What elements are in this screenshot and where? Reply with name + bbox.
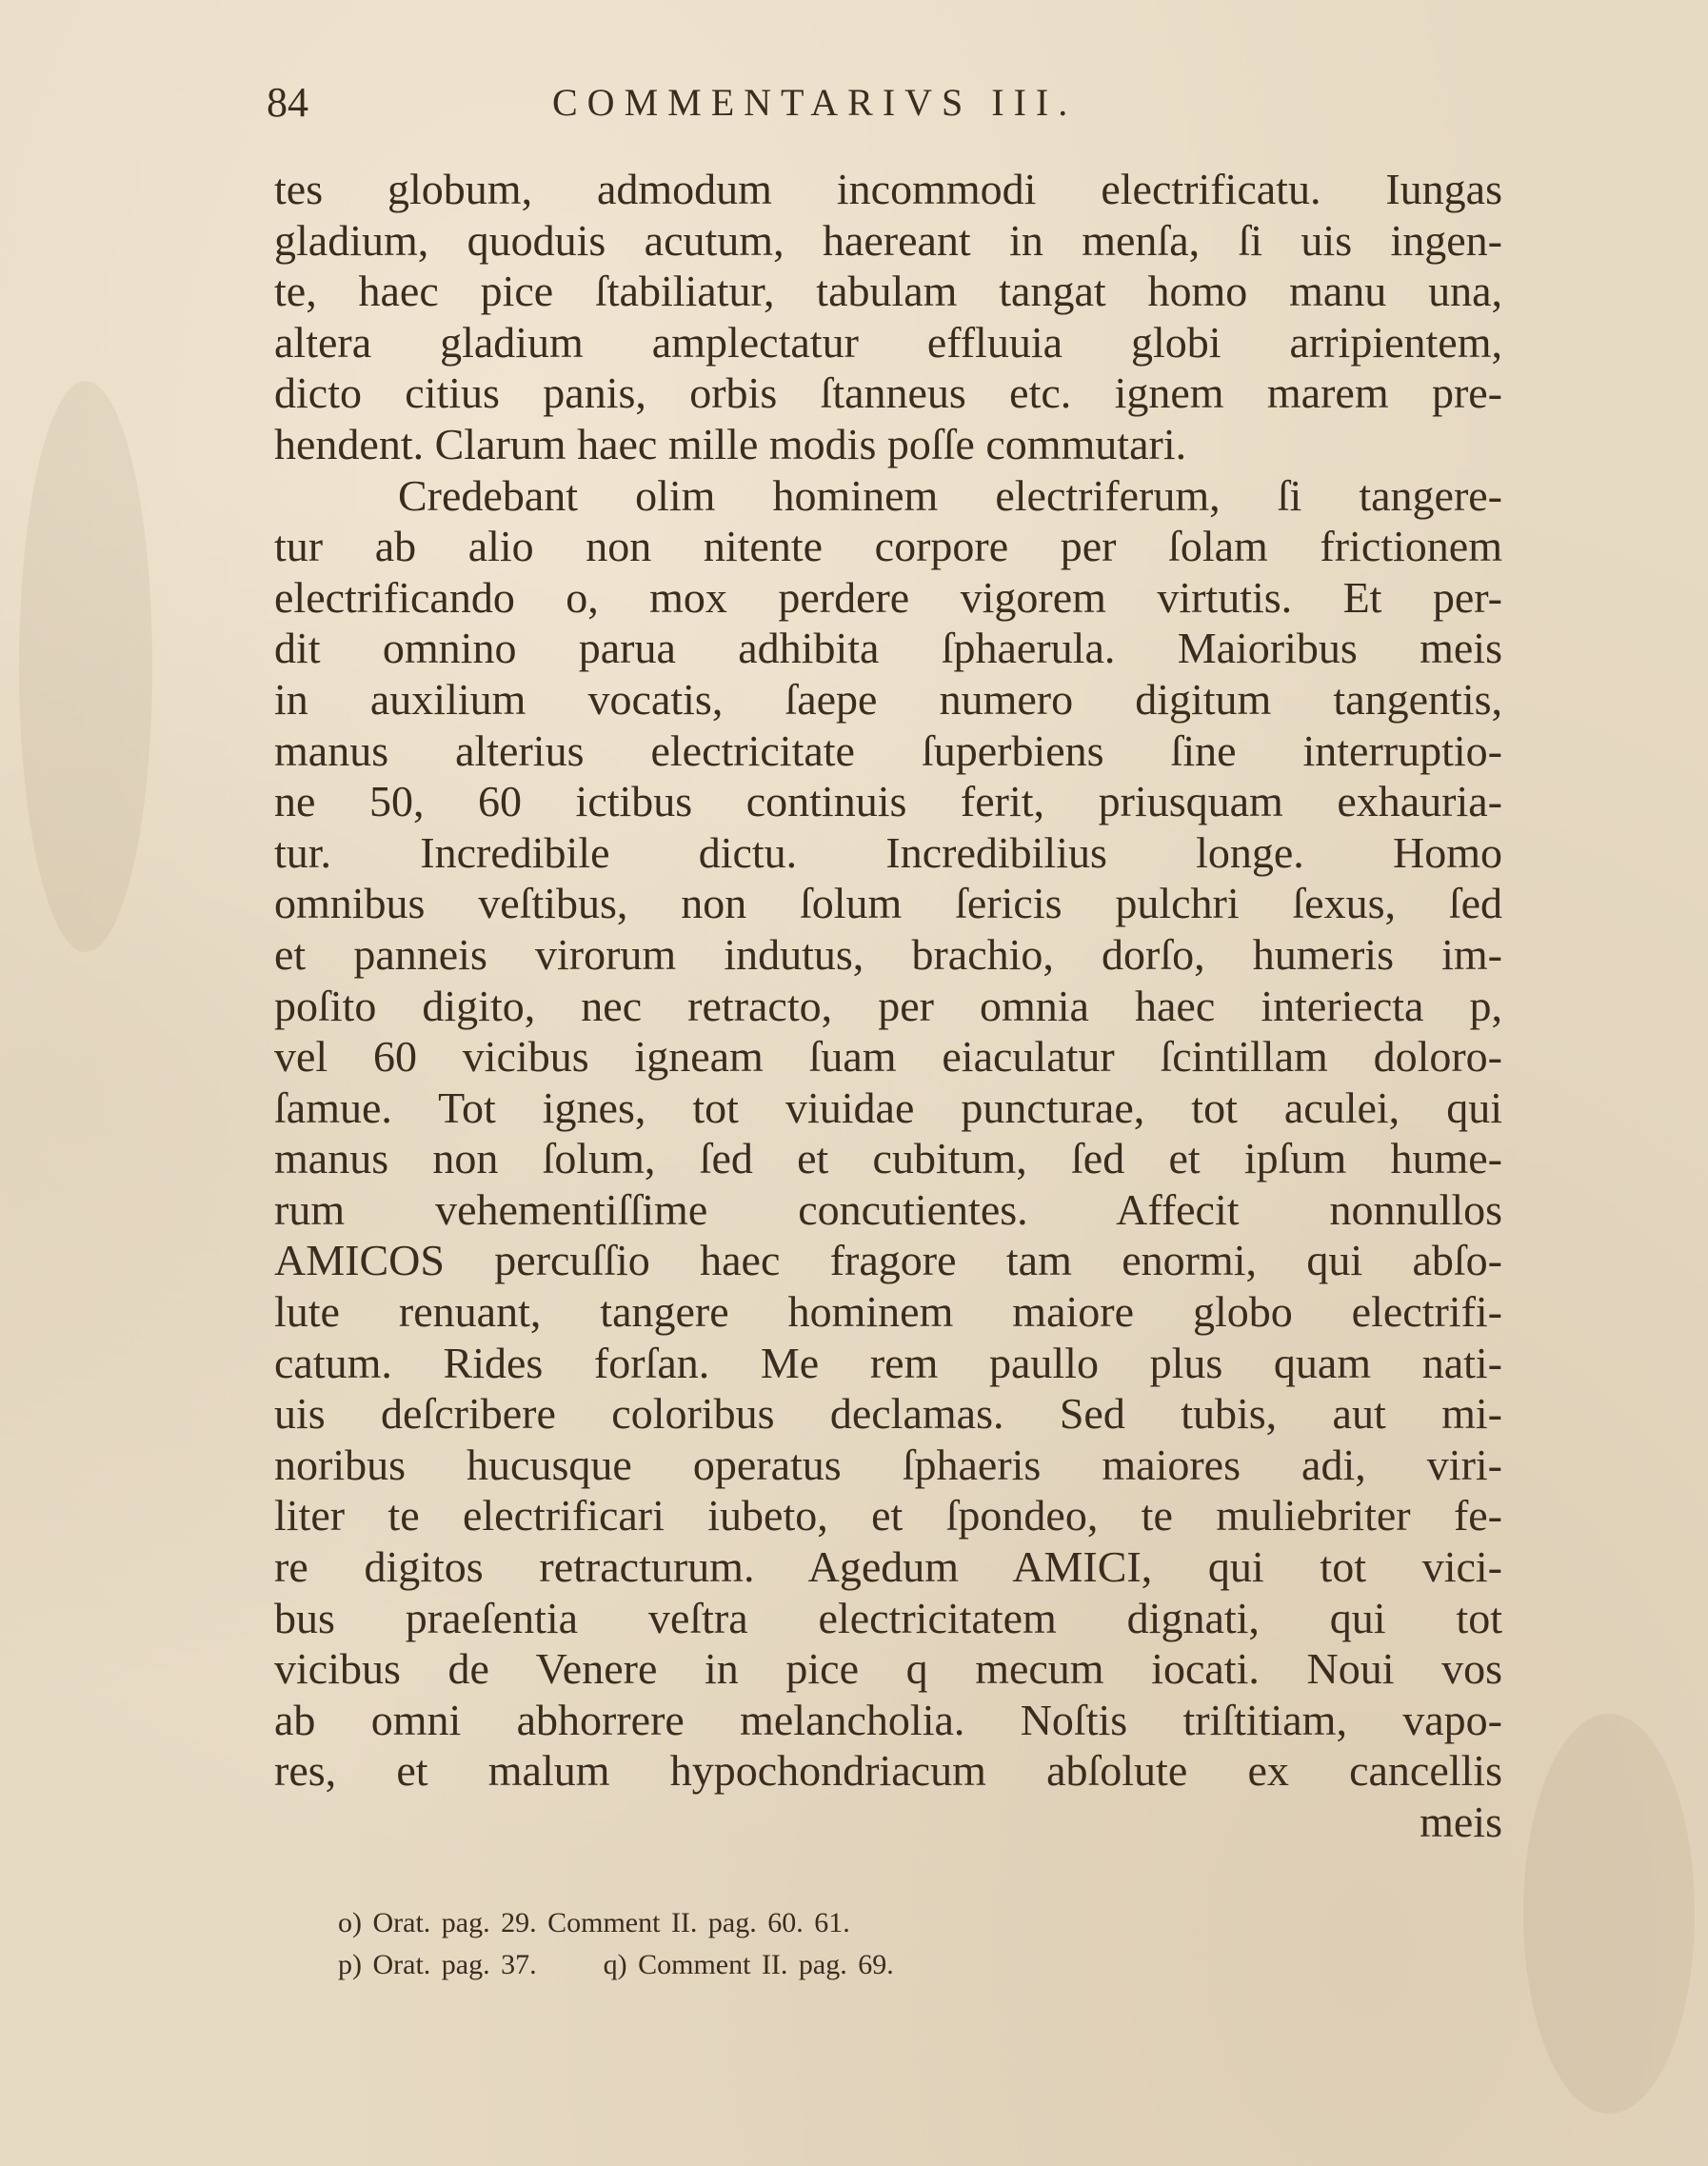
footnote-q: q) Comment II. pag. 69.	[603, 1949, 894, 1980]
text-line: et panneis virorum indutus, brachio, dorſo, humeris im-	[274, 929, 1502, 979]
page-number: 84	[267, 79, 308, 126]
text-line: poſito digito, nec retracto, per omnia haec interiecta p,	[274, 981, 1502, 1030]
text-line: re digitos retracturum. Agedum AMICI, qui tot vici-	[274, 1542, 1502, 1592]
footnote-row	[338, 1944, 1195, 1986]
text-line: vicibus de Venere in pice q mecum iocati. Noui vos	[274, 1644, 1502, 1694]
text-line: ab omni abhorrere melancholia. Noſtis triſtitiam, vapo-	[274, 1695, 1502, 1744]
text-line: AMICOS percuſſio haec fragore tam enormi, qui abſo-	[274, 1236, 1502, 1285]
text-line: gladium, quoduis acutum, haereant in menſa, ſi uis ingen-	[274, 215, 1502, 265]
footnote-p: p) Orat. pag. 37.	[338, 1949, 537, 1980]
text-line: Credebant olim hominem electriferum, ſi tangere-	[398, 470, 1502, 520]
text-line: rum vehementiſſime concutientes. Affecit nonnullos	[274, 1184, 1502, 1234]
text-line: catum. Rides forſan. Me rem paullo plus quam nati-	[274, 1338, 1502, 1387]
text-line: bus praeſentia veſtra electricitatem dignati, qui tot	[274, 1593, 1502, 1642]
text-line: ne 50, 60 ictibus continuis ferit, priusquam exhauria-	[274, 777, 1502, 826]
text-line: res, et malum hypochondriacum abſolute ex cancellis	[274, 1746, 1502, 1796]
text-line: uis deſcribere coloribus declamas. Sed tubis, aut mi-	[274, 1389, 1502, 1439]
running-title: COMMENTARIVS III.	[552, 81, 1078, 124]
text-line: dicto citius panis, orbis ſtanneus etc. ignem marem pre-	[274, 368, 1502, 418]
text-line: noribus hucusque operatus ſphaeris maiores adi, viri-	[274, 1440, 1502, 1489]
text-line: hendent. Clarum haec mille modis poſſe commutari.	[274, 419, 1187, 468]
body-text	[274, 164, 1502, 1848]
catchword: meis	[1420, 1798, 1502, 1846]
footnote-o: o) Orat. pag. 29. Comment II. pag. 60. 61.	[338, 1907, 850, 1938]
text-line: manus alterius electricitate ſuperbiens ſine interruptio-	[274, 725, 1502, 775]
text-line: vel 60 vicibus igneam ſuam eiaculatur ſcintillam doloro-	[274, 1032, 1502, 1082]
text-line: altera gladium amplectatur effluuia globi arripientem,	[274, 317, 1502, 367]
text-line: omnibus veſtibus, non ſolum ſericis pulchri ſexus, ſed	[274, 879, 1502, 928]
text-line: electrificando o, mox perdere vigorem virtutis. Et per-	[274, 572, 1502, 622]
footnotes	[338, 1902, 1195, 1986]
text-line: lute renuant, tangere hominem maiore globo electrifi-	[274, 1287, 1502, 1337]
text-line: tes globum, admodum incommodi electrificatu. Iungas	[274, 165, 1502, 213]
text-line: ſamue. Tot ignes, tot viuidae puncturae, tot aculei, qui	[274, 1083, 1502, 1132]
page-stain	[1523, 1714, 1695, 2114]
text-line: in auxilium vocatis, ſaepe numero digitum tangentis,	[274, 674, 1502, 724]
text-line: tur. Incredibile dictu. Incredibilius longe. Homo	[274, 827, 1502, 877]
text-line: dit omnino parua adhibita ſphaerula. Maioribus meis	[274, 624, 1502, 673]
text-line: te, haec pice ſtabiliatur, tabulam tangat homo manu una,	[274, 267, 1502, 316]
text-line: liter te electrificari iubeto, et ſpondeo, te muliebriter fe-	[274, 1491, 1502, 1540]
page-stain	[19, 381, 152, 952]
page-header	[267, 78, 1219, 135]
text-line: tur ab alio non nitente corpore per ſolam frictionem	[274, 522, 1502, 571]
text-line: manus non ſolum, ſed et cubitum, ſed et ipſum hume-	[274, 1134, 1502, 1183]
